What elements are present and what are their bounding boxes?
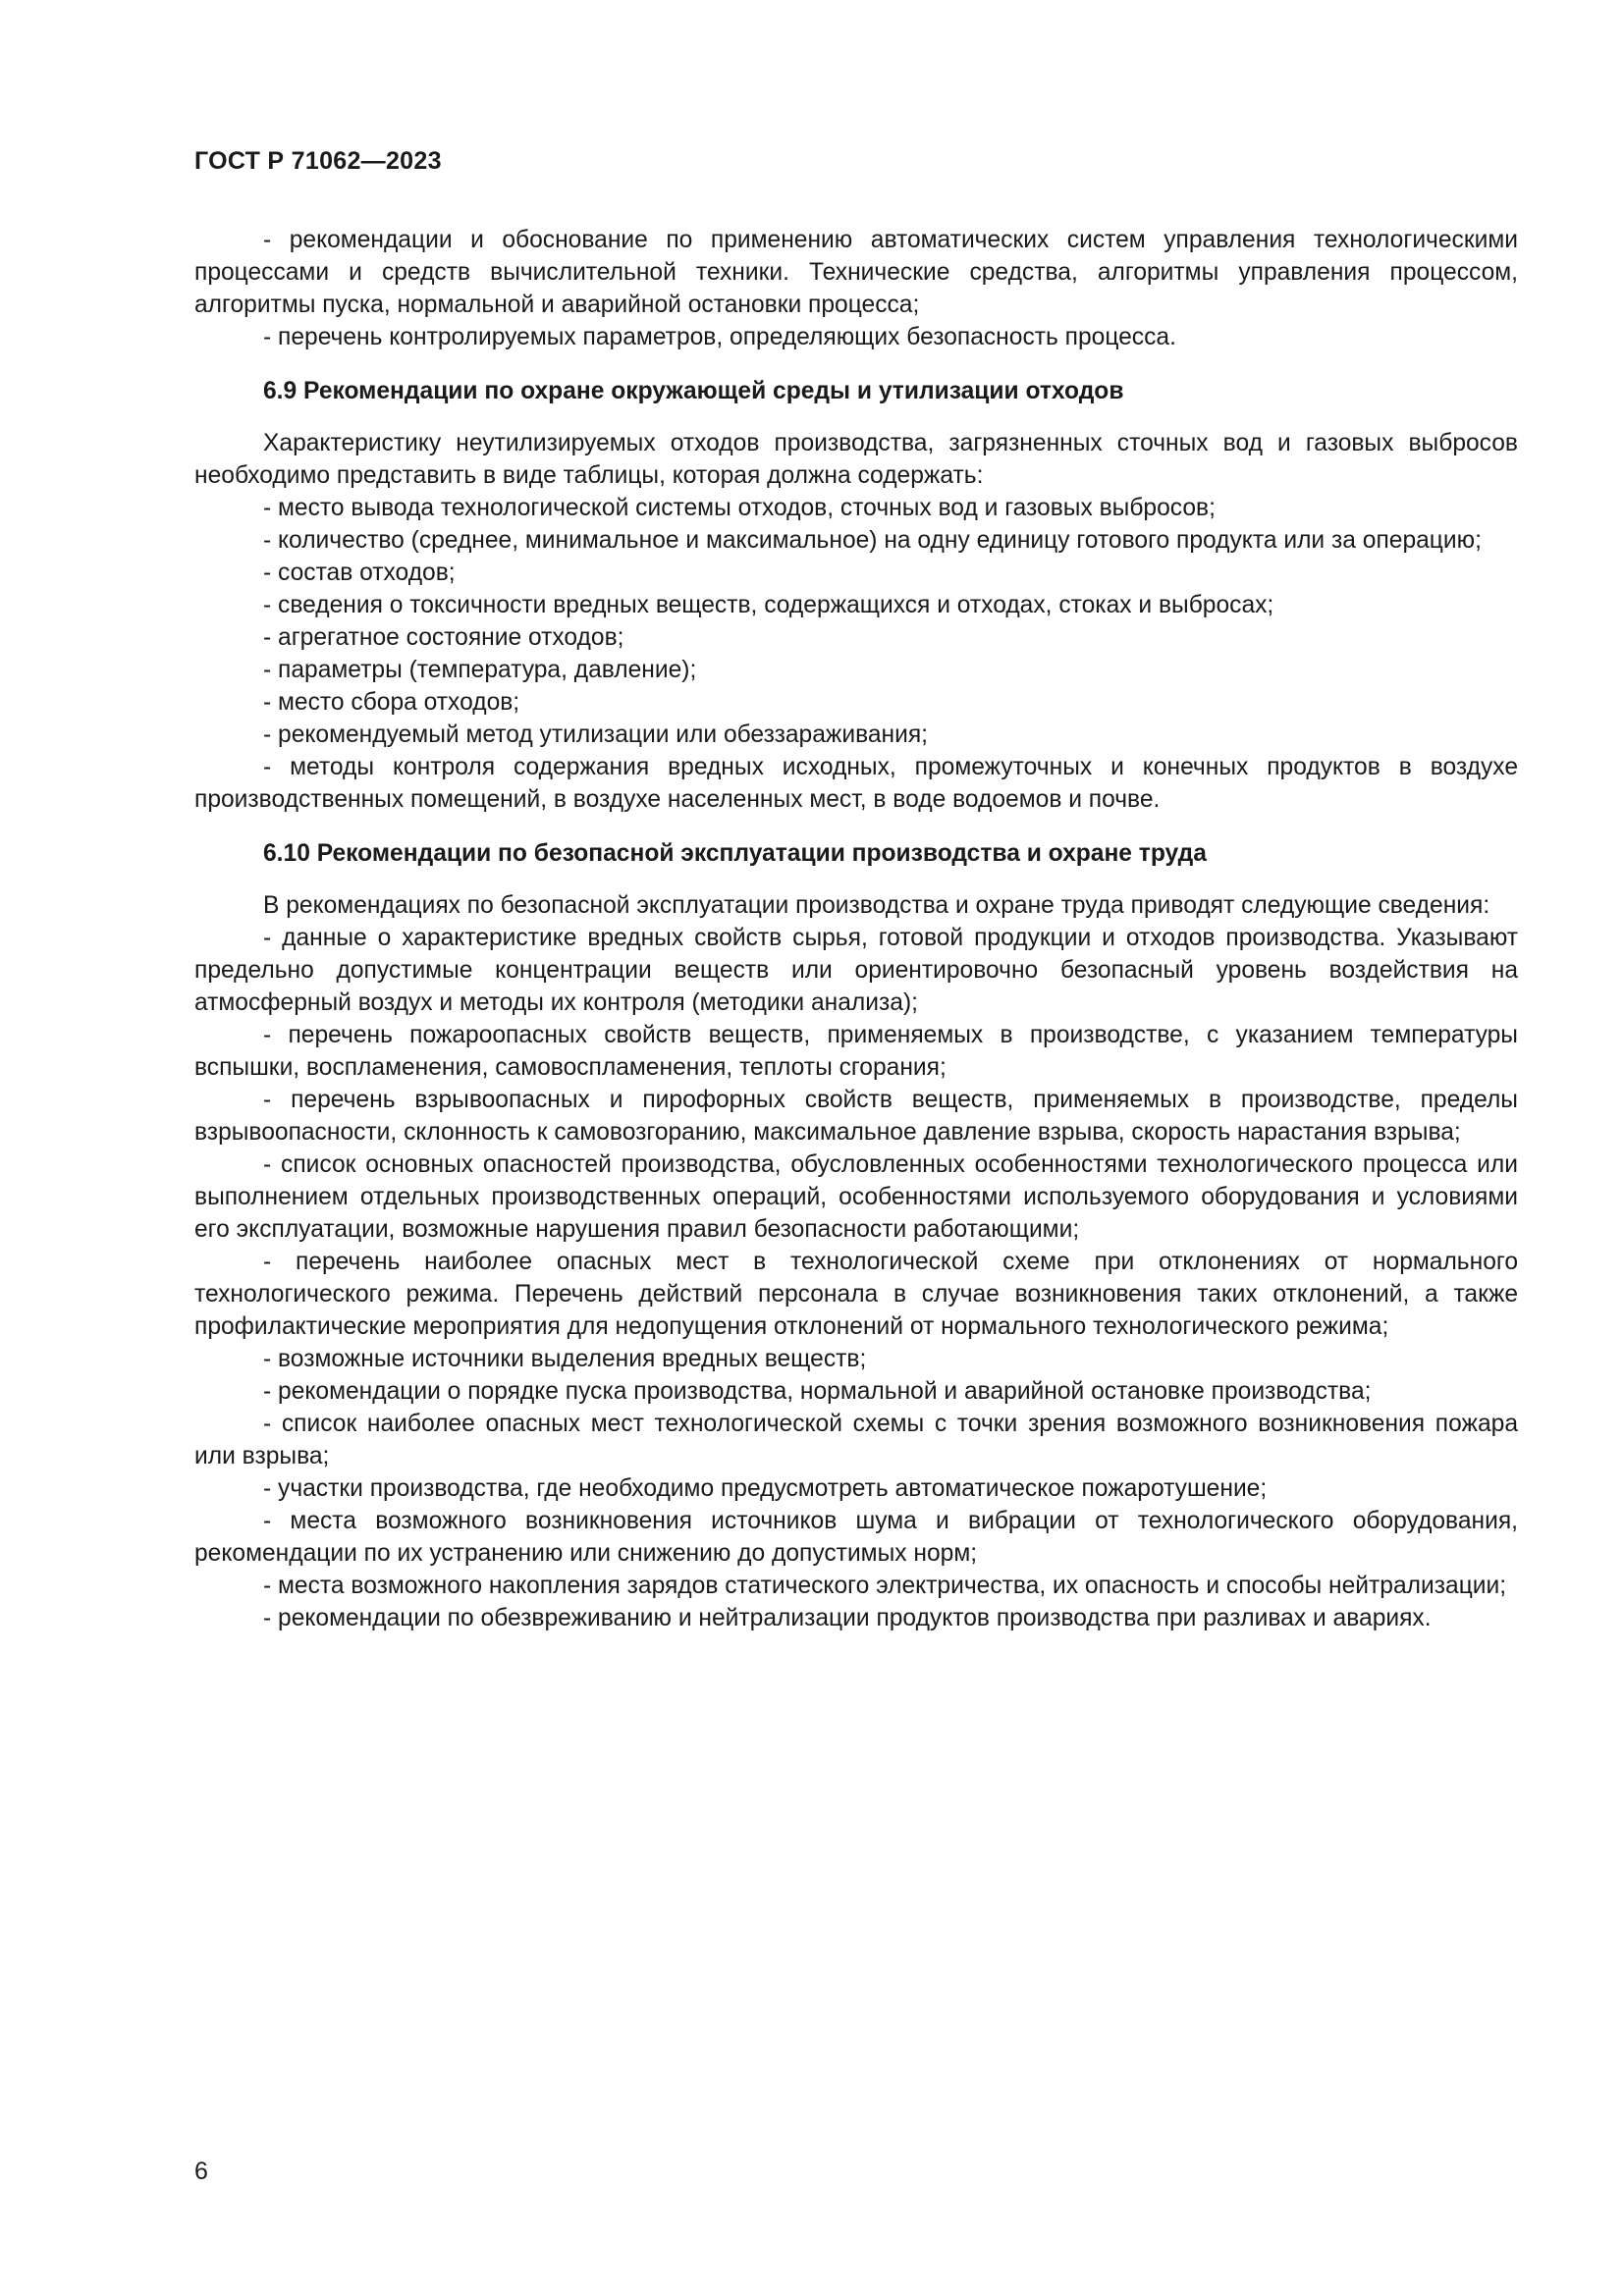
list-item: - место вывода технологической системы отходов, сточных вод и газовых выбросов;	[263, 495, 1216, 521]
list-item: - места возможного накопления зарядов статического электричества, их опасность и способы нейтрализации;	[263, 1573, 1507, 1599]
list-item: - рекомендации по обезвреживанию и нейтрализации продуктов производства при разливах и авариях.	[263, 1605, 1432, 1631]
list-item: - места возможного возникновения источников шума и вибрации от технологического оборудования, рекомендации по их устранению или снижению до допустимых норм;	[194, 1508, 1518, 1567]
list-item: - рекомендации о порядке пуска производства, нормальной и аварийной остановке производства;	[263, 1378, 1372, 1405]
list-item: - количество (среднее, минимальное и максимальное) на одну единицу готового продукта или за операцию;	[263, 527, 1482, 554]
section-heading-6-9: 6.9 Рекомендации по охране окружающей среды и утилизации отходов	[263, 378, 1124, 404]
list-item: - список наиболее опасных мест технологической схемы с точки зрения возможного возникновения пожара или взрыва;	[194, 1411, 1518, 1469]
list-item: - перечень пожароопасных свойств веществ, применяемых в производстве, с указанием температуры вспышки, воспламенения, самовоспламенения, теплоты сгорания;	[194, 1022, 1518, 1081]
page-header: ГОСТ Р 71062—2023	[194, 147, 442, 175]
list-item: - сведения о токсичности вредных веществ, содержащихся и отходах, стоках и выбросах;	[263, 592, 1274, 618]
list-item: - возможные источники выделения вредных веществ;	[263, 1346, 867, 1372]
list-item: - рекомендации и обоснование по применению автоматических систем управления технологическими процессами и средств вычислительной техники. Технические средства, алгоритмы управления процессом, алгоритмы пуска, нормальной и аварийной остановки процесса;	[194, 227, 1518, 318]
section-heading-6-10: 6.10 Рекомендации по безопасной эксплуатации производства и охране труда	[263, 840, 1207, 867]
list-item: - параметры (температура, давление);	[263, 657, 697, 683]
list-item: - перечень контролируемых параметров, определяющих безопасность процесса.	[263, 324, 1176, 350]
section-intro: В рекомендациях по безопасной эксплуатации производства и охране труда приводят следующие сведения:	[263, 892, 1490, 919]
list-item: - данные о характеристике вредных свойств сырья, готовой продукции и отходов производства. Указывают предельно допустимые концентрации веществ или ориентировочно безопасный уровень воздействия на атмосферный воздух и методы их контроля (методики анализа);	[194, 925, 1518, 1016]
list-item: - перечень взрывоопасных и пирофорных свойств веществ, применяемых в производстве, пределы взрывоопасности, склонность к самовозгоранию, максимальное давление взрыва, скорость нарастания взрыва;	[194, 1087, 1518, 1146]
list-item: - список основных опасностей производства, обусловленных особенностями технологического процесса или выполнением отдельных производственных операций, особенностями используемого оборудования и условиями его эксплуатации, возможные нарушения правил безопасности работающими;	[194, 1151, 1518, 1243]
list-item: - перечень наиболее опасных мест в технологической схеме при отклонениях от нормального технологического режима. Перечень действий персонала в случае возникновения таких отклонений, а также профилактические мероприятия для недопущения отклонений от нормального технологического режима;	[194, 1249, 1518, 1340]
list-item: - участки производства, где необходимо предусмотреть автоматическое пожаротушение;	[263, 1475, 1268, 1502]
list-item: - место сбора отходов;	[263, 689, 520, 716]
list-item: - агрегатное состояние отходов;	[263, 624, 624, 651]
list-item: - состав отходов;	[263, 560, 456, 586]
section-intro: Характеристику неутилизируемых отходов производства, загрязненных сточных вод и газовых выбросов необходимо представить в виде таблицы, которая должна содержать:	[194, 430, 1518, 489]
document-body	[194, 224, 1518, 1634]
list-item: - методы контроля содержания вредных исходных, промежуточных и конечных продуктов в воздухе производственных помещений, в воздухе населенных мест, в воде водоемов и почве.	[194, 754, 1518, 813]
page-number: 6	[194, 2158, 208, 2185]
list-item: - рекомендуемый метод утилизации или обеззараживания;	[263, 721, 928, 748]
